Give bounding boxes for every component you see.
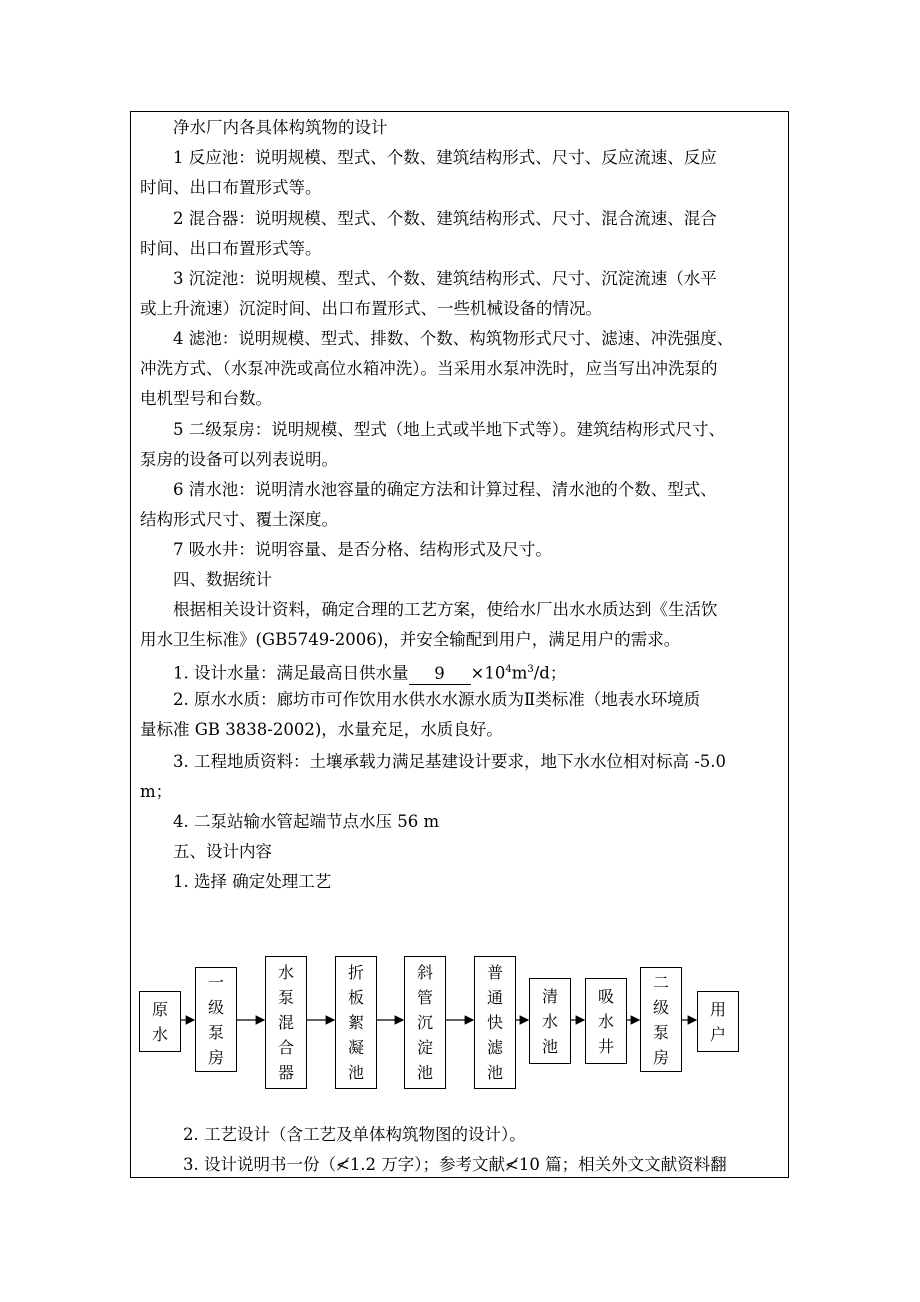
item-3-line2: 或上升流速）沉淀时间、出口布置形式、一些机械设备的情况。 xyxy=(140,299,602,318)
design-water-value: 9 xyxy=(409,664,471,685)
char: 快 xyxy=(486,1013,503,1032)
char: 房 xyxy=(652,1047,669,1067)
char: 户 xyxy=(709,1024,726,1044)
item-3-line1: 3 沉淀池：说明规模、型式、个数、建筑结构形式、尺寸、沉淀流速（水平 xyxy=(173,269,717,288)
char: 水 xyxy=(151,1024,168,1044)
char: 池 xyxy=(541,1036,558,1056)
char: 沉 xyxy=(416,1013,433,1032)
item-4-line3: 电机型号和台数。 xyxy=(140,389,272,408)
char: 泵 xyxy=(652,1022,669,1042)
char: 池 xyxy=(416,1063,433,1082)
char: 斜 xyxy=(416,963,433,982)
char: 通 xyxy=(486,988,503,1007)
char: 一 xyxy=(207,972,224,992)
char: 泵 xyxy=(207,1022,224,1042)
flow-step-clear-water-tank xyxy=(529,978,571,1064)
flow-step-pump-mixer xyxy=(265,956,307,1089)
section5-item-2: 2. 工艺设计（含工艺及单体构筑物图的设计）。 xyxy=(183,1125,526,1144)
char: 凝 xyxy=(347,1038,364,1057)
item-6-line2: 结构形式尺寸、覆土深度。 xyxy=(140,510,338,529)
char: 房 xyxy=(207,1047,224,1067)
section4-intro-line2: 用水卫生标准》(GB5749-2006)，并安全输配到用户，满足用户的需求。 xyxy=(140,630,681,649)
flow-step-primary-pump-house xyxy=(195,967,237,1072)
section5-item-3: 3. 设计说明书一份（≮1.2 万字）；参考文献≮10 篇；相关外文文献资料翻 xyxy=(183,1155,727,1174)
char: 絮 xyxy=(347,1013,364,1032)
char: 清 xyxy=(541,986,558,1006)
flow-step-suction-well xyxy=(585,978,627,1064)
raw-water-line1: 2. 原水水质：廊坊市可作饮用水供水水源水质为Ⅱ类标准（地表水环境质 xyxy=(173,690,701,709)
flow-step-sedimentation-tank xyxy=(404,956,446,1089)
unit-part-b: m xyxy=(511,663,528,683)
item-6-line1: 6 清水池：说明清水池容量的确定方法和计算过程、清水池的个数、型式、 xyxy=(173,480,717,499)
geology-line2: m； xyxy=(140,782,173,801)
char: 原 xyxy=(151,999,168,1019)
char: 水 xyxy=(597,1011,614,1031)
section5-title: 五、设计内容 xyxy=(173,842,272,861)
char: 管 xyxy=(416,988,433,1007)
item-7-line1: 7 吸水井：说明容量、是否分格、结构形式及尺寸。 xyxy=(173,540,552,559)
flow-step-flocculation-tank xyxy=(335,956,377,1089)
geology-line1: 3. 工程地质资料：土壤承载力满足基建设计要求，地下水水位相对标高 -5.0 xyxy=(173,752,727,771)
heading: 净水厂内各具体构筑物的设计 xyxy=(173,118,388,137)
unit-exp-2: 3 xyxy=(527,664,534,675)
char: 用 xyxy=(709,999,726,1019)
pump-pressure: 4. 二泵站输水管起端节点水压 56 m xyxy=(173,812,440,831)
unit-part-a: ×10 xyxy=(470,663,506,683)
char: 折 xyxy=(347,963,364,982)
flow-step-raw-water xyxy=(139,991,181,1052)
char: 池 xyxy=(486,1063,503,1082)
unit-part-c: /d； xyxy=(533,663,567,683)
raw-water-line2: 量标准 GB 3838-2002)，水量充足，水质良好。 xyxy=(140,720,503,739)
item-4-line1: 4 滤池：说明规模、型式、排数、个数、构筑物形式尺寸、滤速、冲洗强度、 xyxy=(173,329,734,348)
char: 池 xyxy=(347,1063,364,1082)
char: 混 xyxy=(277,1013,294,1032)
char: 水 xyxy=(277,963,294,982)
char: 器 xyxy=(277,1063,294,1082)
section4-title: 四、数据统计 xyxy=(173,570,272,589)
item-2-line1: 2 混合器：说明规模、型式、个数、建筑结构形式、尺寸、混合流速、混合 xyxy=(173,209,717,228)
char: 二 xyxy=(652,972,669,992)
char: 板 xyxy=(347,988,364,1007)
item-1-line1: 1 反应池：说明规模、型式、个数、建筑结构形式、尺寸、反应流速、反应 xyxy=(173,148,717,167)
char: 淀 xyxy=(416,1038,433,1057)
flow-step-user xyxy=(697,991,739,1052)
char: 井 xyxy=(597,1036,614,1056)
char: 水 xyxy=(541,1011,558,1031)
flow-step-rapid-filter xyxy=(474,956,516,1089)
char: 级 xyxy=(652,997,669,1017)
section5-item-1: 1. 选择 确定处理工艺 xyxy=(173,872,332,891)
char: 普 xyxy=(486,963,503,982)
item-4-line2: 冲洗方式、（水泵冲洗或高位水箱冲洗）。当采用水泵冲洗时，应当写出冲洗泵的 xyxy=(140,359,718,378)
section4-intro-line1: 根据相关设计资料，确定合理的工艺方案，使给水厂出水水质达到《生活饮 xyxy=(173,600,718,619)
char: 吸 xyxy=(597,986,614,1006)
char: 级 xyxy=(207,997,224,1017)
item-1-line2: 时间、出口布置形式等。 xyxy=(140,178,322,197)
item-5-line1: 5 二级泵房：说明规模、型式（地上式或半地下式等）。建筑结构形式尺寸、 xyxy=(173,420,725,439)
char: 滤 xyxy=(486,1038,503,1057)
flow-step-secondary-pump-house xyxy=(640,967,682,1072)
item-2-line2: 时间、出口布置形式等。 xyxy=(140,239,322,258)
char: 合 xyxy=(277,1038,294,1057)
item-5-line2: 泵房的设备可以列表说明。 xyxy=(140,450,338,469)
unit-exp-1: 4 xyxy=(505,664,512,675)
char: 泵 xyxy=(277,988,294,1007)
design-water-label: 1. 设计水量：满足最高日供水量 xyxy=(173,663,409,683)
